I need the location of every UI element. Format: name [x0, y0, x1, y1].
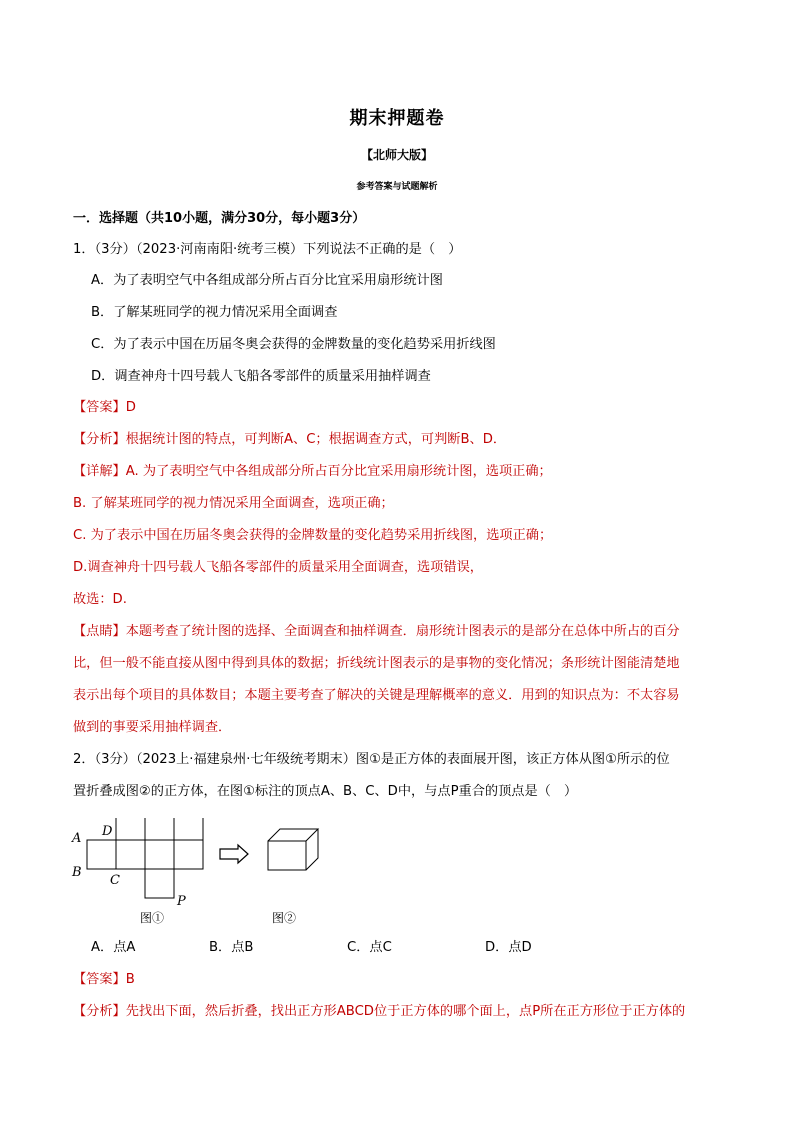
comment-line: 本题考查了统计图的选择、全面调查和抽样调查．扇形统计图表示的是部分在总体中所占的百分 [125, 624, 680, 639]
q1-detail [73, 462, 552, 482]
comment-line: 做到的事要采用抽样调查． [73, 720, 232, 735]
answer-tag: 【答案】 [73, 972, 126, 987]
q1-option-c: C．为了表示中国在历届冬奥会获得的金牌数量的变化趋势采用折线图 [91, 337, 496, 352]
detail-line: C. 为了表示中国在历届冬奥会获得的金牌数量的变化趋势采用折线图，选项正确； [73, 528, 553, 543]
vertex-label-d: D [102, 824, 113, 839]
vertex-label-b: B [72, 865, 82, 880]
detail-line: A. 为了表明空气中各组成部分所占百分比宜采用扇形统计图，选项正确； [125, 464, 552, 479]
vertex-label-p: P [177, 894, 186, 909]
detail-line: 故选：D. [73, 592, 127, 607]
detail-tag: 【详解】 [73, 464, 126, 479]
q2-stem-line: 置折叠成图②的正方体，在图①标注的顶点A、B、C、D中，与点P重合的顶点是（ ） [73, 784, 578, 799]
q1-option-a: A．为了表明空气中各组成部分所占百分比宜采用扇形统计图 [91, 273, 443, 288]
answer-tag: 【答案】 [73, 400, 126, 415]
q1-option-d: D．调查神舟十四号载人飞船各零部件的质量采用抽样调查 [91, 369, 431, 384]
q1-analysis [73, 430, 506, 450]
edition-label: 【北师大版】 [360, 148, 433, 162]
analysis-tag: 【分析】 [73, 432, 126, 447]
figure-caption-2: 图② [272, 911, 297, 925]
cube-net-figure [70, 818, 330, 930]
vertex-label-a: A [72, 831, 82, 846]
detail-line: B. 了解某班同学的视力情况采用全面调查，选项正确； [73, 496, 394, 511]
vertex-label-c: C [110, 873, 120, 888]
comment-tag: 【点睛】 [73, 624, 126, 639]
q1-comment [73, 622, 680, 642]
figure-caption-1: 图① [140, 911, 165, 925]
cube-icon [268, 829, 318, 870]
q1-option-b: B．了解某班同学的视力情况采用全面调查 [91, 305, 338, 320]
analysis-text: 根据统计图的特点，可判断A、C；根据调查方式，可判断B、D． [125, 432, 507, 447]
analysis-text: 先找出下面，然后折叠，找出正方形ABCD位于正方体的哪个面上，点P所在正方形位于正方体的 [125, 1004, 686, 1019]
q2-option-c: C．点C [347, 940, 392, 955]
comment-line: 表示出每个项目的具体数目；本题主要考查了解决的关键是理解概率的意义．用到的知识点为：不太容易 [73, 688, 680, 703]
page-title: 期末押题卷 [349, 108, 445, 129]
q2-option-a: A．点A [91, 940, 136, 955]
comment-line: 比，但一般不能直接从图中得到具体的数据；折线统计图表示的是事物的变化情况；条形统计图能清楚地 [73, 656, 680, 671]
q2-stem-line: 2．（3分）（2023上·福建泉州·七年级统考期末）图①是正方体的表面展开图，该正方体从图①所示的位 [73, 752, 670, 767]
q2-analysis [73, 1002, 685, 1022]
q2-option-d: D．点D [485, 940, 532, 955]
page-subtitle: 参考答案与试题解析 [356, 182, 438, 192]
q2-answer [73, 970, 135, 990]
detail-line: D.调查神舟十四号载人飞船各零部件的质量采用全面调查，选项错误， [73, 560, 483, 575]
answer-value: B [125, 972, 135, 987]
arrow-icon [220, 845, 248, 863]
answer-value: D [125, 400, 136, 415]
section-heading: 一．选择题（共10小题，满分30分，每小题3分） [73, 211, 366, 226]
q1-stem: 1．（3分）（2023·河南南阳·统考三模）下列说法不正确的是（ ） [73, 242, 462, 257]
q2-option-b: B．点B [209, 940, 254, 955]
analysis-tag: 【分析】 [73, 1004, 126, 1019]
q1-answer [73, 398, 136, 418]
